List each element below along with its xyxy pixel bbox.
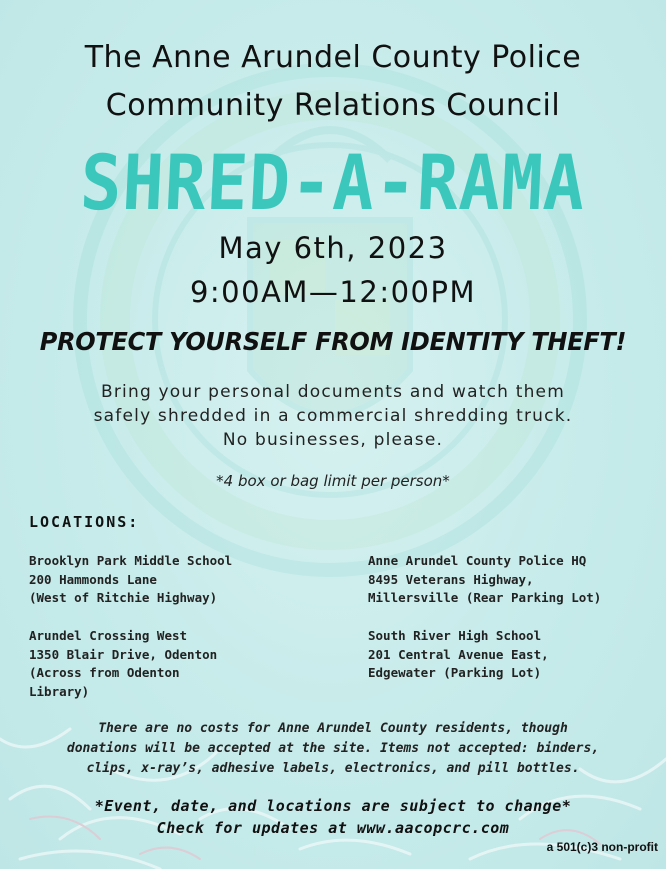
location-line: 200 Hammonds Lane	[29, 571, 157, 587]
intro-line1: Bring your personal documents and watch them	[101, 382, 565, 402]
organization-name-line2: Community Relations Council	[105, 88, 561, 123]
location-arundel-crossing	[29, 627, 217, 701]
event-time: 9:00AM—12:00PM	[189, 275, 477, 309]
location-line: Library)	[29, 683, 90, 699]
nonprofit-tag: a 501(c)3 non-profit	[546, 840, 658, 854]
location-south-river	[368, 627, 549, 683]
location-line: Brooklyn Park Middle School	[29, 553, 233, 568]
organization-name-line1: The Anne Arundel County Police	[84, 40, 582, 75]
intro-line2: safely shredded in a commercial shredding truck.	[93, 406, 573, 426]
website-line: Check for updates at www.aacopcrc.com	[156, 819, 510, 837]
location-line: (Across from Odenton	[29, 665, 180, 680]
location-line: 8495 Veterans Highway,	[368, 571, 534, 587]
location-police-hq	[368, 552, 601, 608]
location-line: Edgewater (Parking Lot)	[368, 665, 542, 680]
costs-note-line1: There are no costs for Anne Arundel County residents, though	[98, 721, 568, 736]
intro-line3: No businesses, please.	[222, 430, 444, 450]
limit-note: *4 box or bag limit per person*	[216, 472, 450, 490]
costs-note-line2: donations will be accepted at the site. Items not accepted: binders,	[66, 741, 600, 756]
slogan: PROTECT YOURSELF FROM IDENTITY THEFT!	[39, 327, 627, 356]
location-line: (West of Ritchie Highway)	[29, 590, 218, 605]
location-line: 201 Central Avenue East,	[368, 646, 549, 662]
costs-note-line3: clips, x-ray’s, adhesive labels, electronics, and pill bottles.	[86, 761, 580, 776]
location-line: Millersville (Rear Parking Lot)	[368, 590, 602, 605]
location-brooklyn-park	[29, 552, 232, 608]
event-date: May 6th, 2023	[218, 231, 448, 265]
location-line: 1350 Blair Drive, Odenton	[29, 646, 218, 662]
location-line: South River High School	[368, 628, 542, 643]
location-line: Anne Arundel County Police HQ	[368, 553, 587, 568]
event-name: SHRED-A-RAMA	[78, 138, 588, 227]
locations-heading: LOCATIONS:	[29, 513, 140, 531]
location-line: Arundel Crossing West	[29, 628, 188, 643]
disclaimer-line1: *Event, date, and locations are subject to change*	[94, 797, 572, 815]
